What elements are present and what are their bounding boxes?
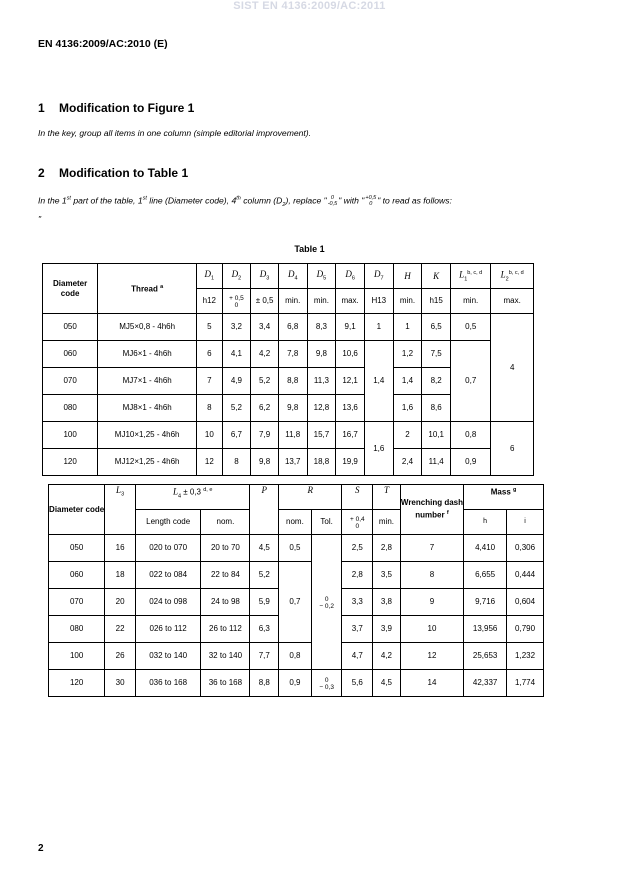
tol-lower: -0,5 <box>327 201 338 207</box>
text-part: part of the table, 1 <box>70 195 143 206</box>
cell-s: 4,7 <box>342 643 373 670</box>
cell-d2: 4,1 <box>222 341 251 368</box>
header-thread <box>98 264 197 314</box>
table-row <box>43 314 534 341</box>
cell-mass-i: 1,774 <box>507 670 544 697</box>
tol-lower: − 0,2 <box>319 603 334 610</box>
subscript: 1 <box>211 275 215 282</box>
tol-upper: 0 <box>330 195 334 201</box>
cell-h: 2 <box>393 422 422 449</box>
cell-mass-i: 0,444 <box>507 562 544 589</box>
cell-d3: 3,4 <box>251 314 279 341</box>
cell-length-code: 024 to 098 <box>135 589 200 616</box>
tol-t: min. <box>373 510 401 535</box>
closing-quote: " <box>38 214 42 224</box>
page-number: 2 <box>38 843 44 854</box>
section-1-title: Modification to Figure 1 <box>59 101 195 115</box>
cell-d4: 8,8 <box>278 368 307 395</box>
cell-mass-h: 4,410 <box>464 535 507 562</box>
symbol: K <box>433 270 440 281</box>
symbol-d: D <box>276 195 283 206</box>
tol-upper: + 0,5 <box>229 295 244 302</box>
table-row <box>49 643 544 670</box>
tol-k: h15 <box>422 289 451 314</box>
header-mass-i: i <box>507 510 544 535</box>
cell-s: 2,5 <box>342 535 373 562</box>
cell-h: 1 <box>393 314 422 341</box>
cell-thread: MJ12×1,25 - 4h6h <box>98 449 197 476</box>
header-d7 <box>364 264 393 289</box>
cell-d6: 12,1 <box>336 368 365 395</box>
tol-upper: +0,5 <box>365 195 377 201</box>
footnote-ref: d, e <box>203 487 213 493</box>
cell-l3: 18 <box>105 562 136 589</box>
header-length-code: Length code <box>135 510 200 535</box>
table-row <box>43 449 534 476</box>
cell-d2: 8 <box>222 449 251 476</box>
cell-d5: 12,8 <box>307 395 336 422</box>
subscript: 3 <box>121 491 125 498</box>
tol-l3-empty <box>105 510 136 535</box>
cell-l4-nom: 24 to 98 <box>201 589 250 616</box>
cell-code: 050 <box>43 314 98 341</box>
cell-d2: 4,9 <box>222 368 251 395</box>
cell-wrench: 8 <box>400 562 463 589</box>
cell-k: 10,1 <box>422 422 451 449</box>
cell-l3: 20 <box>105 589 136 616</box>
cell-p: 8,8 <box>250 670 279 697</box>
section-2-title: Modification to Table 1 <box>59 166 189 180</box>
cell-s: 5,6 <box>342 670 373 697</box>
tol-s <box>342 510 373 535</box>
cell-length-code: 036 to 168 <box>135 670 200 697</box>
cell-mass-h: 9,716 <box>464 589 507 616</box>
cell-mass-h: 42,337 <box>464 670 507 697</box>
symbol: S <box>355 485 360 495</box>
cell-mass-i: 0,604 <box>507 589 544 616</box>
cell-p: 5,9 <box>250 589 279 616</box>
cell-k: 11,4 <box>422 449 451 476</box>
header-r-tol: Tol. <box>311 510 342 535</box>
cell-k: 8,2 <box>422 368 451 395</box>
cell-code: 060 <box>43 341 98 368</box>
subscript: 2 <box>282 201 286 208</box>
cell-r-nom: 0,8 <box>279 643 312 670</box>
tol-upper: + 0,4 <box>349 516 365 523</box>
cell-r-tol <box>311 670 342 697</box>
cell-wrench: 7 <box>400 535 463 562</box>
cell-l2: 6 <box>491 422 534 476</box>
symbol: P <box>261 485 268 495</box>
superscript: th <box>236 195 241 202</box>
subscript: 5 <box>323 275 327 282</box>
superscript: st <box>66 195 71 202</box>
cell-r-nom: 0,5 <box>279 535 312 562</box>
section-1-heading <box>38 101 194 115</box>
cell-r-nom: 0,9 <box>279 670 312 697</box>
cell-thread: MJ8×1 - 4h6h <box>98 395 197 422</box>
symbol: L <box>172 486 178 497</box>
cell-p: 5,2 <box>250 562 279 589</box>
cell-wrench: 9 <box>400 589 463 616</box>
cell-code: 070 <box>49 589 105 616</box>
tol-d1: h12 <box>197 289 223 314</box>
cell-d3: 5,2 <box>251 368 279 395</box>
cell-d4: 7,8 <box>278 341 307 368</box>
symbol: L <box>459 269 465 280</box>
header-mass <box>464 485 544 510</box>
header-p <box>250 485 279 510</box>
cell-s: 3,7 <box>342 616 373 643</box>
cell-mass-i: 1,232 <box>507 643 544 670</box>
footnote-ref: b, c, d <box>508 269 524 276</box>
cell-d1: 5 <box>197 314 223 341</box>
cell-d4: 6,8 <box>278 314 307 341</box>
cell-length-code: 022 to 084 <box>135 562 200 589</box>
cell-l1: 0,8 <box>451 422 491 449</box>
cell-s: 3,3 <box>342 589 373 616</box>
header-l2 <box>491 264 534 289</box>
cell-l4-nom: 26 to 112 <box>201 616 250 643</box>
cell-d3: 4,2 <box>251 341 279 368</box>
table-row <box>43 341 534 368</box>
tol-d6: max. <box>336 289 365 314</box>
section-2-text <box>38 195 578 208</box>
cell-code: 080 <box>43 395 98 422</box>
text-part: " with " <box>338 195 365 206</box>
text-part: " to read as follows: <box>377 195 452 206</box>
header-row-symbols <box>49 485 544 510</box>
symbol: D <box>287 268 295 279</box>
cell-length-code: 032 to 140 <box>135 643 200 670</box>
cell-k: 6,5 <box>422 314 451 341</box>
cell-l1: 0,5 <box>451 314 491 341</box>
tol-d4: min. <box>278 289 307 314</box>
subscript: 3 <box>266 275 270 282</box>
cell-wrench: 14 <box>400 670 463 697</box>
symbol: D <box>374 268 381 279</box>
cell-t: 3,5 <box>373 562 401 589</box>
cell-s: 2,8 <box>342 562 373 589</box>
cell-d2: 5,2 <box>222 395 251 422</box>
mass-label: Mass <box>490 487 511 497</box>
header-l4-nom: nom. <box>201 510 250 535</box>
header-k <box>422 264 451 289</box>
header-diameter-code: Diameter code <box>49 485 105 535</box>
cell-t: 3,9 <box>373 616 401 643</box>
text-part: line (Diameter code), 4 <box>146 195 237 206</box>
cell-d5: 9,8 <box>307 341 336 368</box>
symbol: L <box>500 269 506 280</box>
table-title: Table 1 <box>294 244 325 254</box>
cell-mass-h: 25,653 <box>464 643 507 670</box>
cell-d2: 6,7 <box>222 422 251 449</box>
cell-l4-nom: 20 to 70 <box>201 535 250 562</box>
cell-l3: 16 <box>105 535 136 562</box>
table-1-part-2 <box>48 484 544 697</box>
cell-l3: 22 <box>105 616 136 643</box>
watermark: SIST EN 4136:2009/AC:2011 <box>233 0 386 12</box>
tol-d7: H13 <box>364 289 393 314</box>
cell-d6: 16,7 <box>336 422 365 449</box>
cell-d5: 8,3 <box>307 314 336 341</box>
cell-d4: 11,8 <box>278 422 307 449</box>
tol-l2: max. <box>491 289 534 314</box>
table-row <box>49 535 544 562</box>
subscript: 6 <box>351 275 355 282</box>
tol-upper: 0 <box>324 596 329 603</box>
tol-lower: 0 <box>234 302 239 309</box>
cell-p: 6,3 <box>250 616 279 643</box>
section-1-number: 1 <box>38 101 45 115</box>
header-d4 <box>278 264 307 289</box>
cell-l4-nom: 36 to 168 <box>201 670 250 697</box>
symbol: D <box>345 268 352 279</box>
cell-d7: 1,6 <box>364 422 393 476</box>
cell-l4-nom: 32 to 140 <box>201 643 250 670</box>
cell-k: 8,6 <box>422 395 451 422</box>
cell-l1: 0,7 <box>451 341 491 422</box>
cell-l3: 30 <box>105 670 136 697</box>
cell-d6: 10,6 <box>336 341 365 368</box>
footnote-ref: b, c, d <box>467 269 483 276</box>
subscript: 2 <box>505 276 509 283</box>
symbol: D <box>231 268 239 279</box>
subscript: 7 <box>380 275 384 282</box>
cell-thread: MJ5×0,8 - 4h6h <box>98 314 197 341</box>
header-row-symbols <box>43 264 534 289</box>
old-tolerance <box>328 195 337 207</box>
cell-t: 4,2 <box>373 643 401 670</box>
cell-code: 070 <box>43 368 98 395</box>
header-mass-h: h <box>464 510 507 535</box>
header-l1 <box>451 264 491 289</box>
cell-mass-i: 0,306 <box>507 535 544 562</box>
cell-d3: 7,9 <box>251 422 279 449</box>
cell-d6: 19,9 <box>336 449 365 476</box>
cell-code: 080 <box>49 616 105 643</box>
cell-l3: 26 <box>105 643 136 670</box>
cell-thread: MJ10×1,25 - 4h6h <box>98 422 197 449</box>
symbol: R <box>307 485 314 495</box>
symbol: L <box>116 485 122 495</box>
cell-d7: 1,4 <box>364 341 393 422</box>
cell-t: 4,5 <box>373 670 401 697</box>
footnote-ref: g <box>513 487 517 493</box>
cell-d5: 15,7 <box>307 422 336 449</box>
cell-d5: 18,8 <box>307 449 336 476</box>
cell-code: 100 <box>49 643 105 670</box>
table-row <box>49 562 544 589</box>
l4-tolerance: ± 0,3 <box>181 487 201 497</box>
table-row <box>49 670 544 697</box>
tol-p-empty <box>250 510 279 535</box>
header-l4 <box>135 485 250 510</box>
cell-mass-i: 0,790 <box>507 616 544 643</box>
header-r <box>279 485 342 510</box>
cell-p: 4,5 <box>250 535 279 562</box>
cell-d2: 3,2 <box>222 314 251 341</box>
header-l3 <box>105 485 136 510</box>
cell-code: 060 <box>49 562 105 589</box>
header-thread-label: Thread <box>131 284 158 294</box>
tol-lower: − 0,3 <box>319 684 334 691</box>
cell-d3: 6,2 <box>251 395 279 422</box>
cell-d7: 1 <box>364 314 393 341</box>
footnote-ref: a <box>160 284 164 291</box>
text-part: In the 1 <box>38 195 67 206</box>
tol-d2 <box>222 289 251 314</box>
cell-d6: 13,6 <box>336 395 365 422</box>
cell-code: 120 <box>49 670 105 697</box>
document-id: EN 4136:2009/AC:2010 (E) <box>38 38 168 50</box>
cell-h: 1,2 <box>393 341 422 368</box>
header-d5 <box>307 264 336 289</box>
cell-thread: MJ6×1 - 4h6h <box>98 341 197 368</box>
cell-r-tol <box>311 535 342 670</box>
cell-d4: 9,8 <box>278 395 307 422</box>
new-tolerance <box>365 195 376 207</box>
text-part: ), replace " <box>285 195 327 206</box>
cell-code: 100 <box>43 422 98 449</box>
subscript: 4 <box>294 275 298 282</box>
header-r-nom: nom. <box>279 510 312 535</box>
cell-d4: 13,7 <box>278 449 307 476</box>
symbol: D <box>316 268 324 279</box>
superscript: st <box>142 195 147 202</box>
subscript: 4 <box>177 493 182 500</box>
cell-d1: 10 <box>197 422 223 449</box>
symbol: D <box>204 268 212 279</box>
footnote-ref: f <box>446 510 449 517</box>
header-h <box>393 264 422 289</box>
tol-lower: 0 <box>355 523 360 530</box>
subscript: 2 <box>238 275 242 282</box>
tol-upper: 0 <box>324 677 329 684</box>
symbol: T <box>383 485 389 495</box>
cell-d3: 9,8 <box>251 449 279 476</box>
header-d1 <box>197 264 223 289</box>
text-part: column ( <box>240 195 277 206</box>
cell-d6: 9,1 <box>336 314 365 341</box>
cell-code: 120 <box>43 449 98 476</box>
header-d6 <box>336 264 365 289</box>
cell-length-code: 026 to 112 <box>135 616 200 643</box>
cell-p: 7,7 <box>250 643 279 670</box>
cell-wrench: 12 <box>400 643 463 670</box>
subscript: 1 <box>464 276 468 283</box>
cell-d1: 8 <box>197 395 223 422</box>
wrenching-label: Wrenching dash number <box>400 498 463 520</box>
header-d2 <box>222 264 251 289</box>
cell-h: 2,4 <box>393 449 422 476</box>
section-2-heading <box>38 166 188 180</box>
cell-l4-nom: 22 to 84 <box>201 562 250 589</box>
section-2-number: 2 <box>38 166 45 180</box>
cell-mass-h: 6,655 <box>464 562 507 589</box>
symbol: H <box>404 270 411 281</box>
section-1-text: In the key, group all items in one column (simple editorial improvement). <box>38 128 312 138</box>
header-s <box>342 485 373 510</box>
header-t <box>373 485 401 510</box>
header-d3 <box>251 264 279 289</box>
cell-l2: 4 <box>491 314 534 422</box>
cell-d1: 7 <box>197 368 223 395</box>
tol-l1: min. <box>451 289 491 314</box>
tol-lower: 0 <box>369 201 373 207</box>
cell-d5: 11,3 <box>307 368 336 395</box>
cell-thread: MJ7×1 - 4h6h <box>98 368 197 395</box>
table-row <box>43 422 534 449</box>
cell-h: 1,4 <box>393 368 422 395</box>
cell-code: 050 <box>49 535 105 562</box>
cell-d1: 12 <box>197 449 223 476</box>
cell-l1: 0,9 <box>451 449 491 476</box>
header-diameter-code: Diameter code <box>43 264 98 314</box>
cell-d1: 6 <box>197 341 223 368</box>
tol-d5: min. <box>307 289 336 314</box>
cell-h: 1,6 <box>393 395 422 422</box>
cell-k: 7,5 <box>422 341 451 368</box>
header-wrenching <box>400 485 463 535</box>
table-1-part-1 <box>42 263 534 476</box>
tol-d3: ± 0,5 <box>251 289 279 314</box>
tol-h: min. <box>393 289 422 314</box>
cell-length-code: 020 to 070 <box>135 535 200 562</box>
header-row-tolerances <box>49 510 544 535</box>
symbol: D <box>259 268 267 279</box>
cell-r-nom: 0,7 <box>279 562 312 643</box>
cell-wrench: 10 <box>400 616 463 643</box>
cell-t: 2,8 <box>373 535 401 562</box>
cell-mass-h: 13,956 <box>464 616 507 643</box>
cell-t: 3,8 <box>373 589 401 616</box>
